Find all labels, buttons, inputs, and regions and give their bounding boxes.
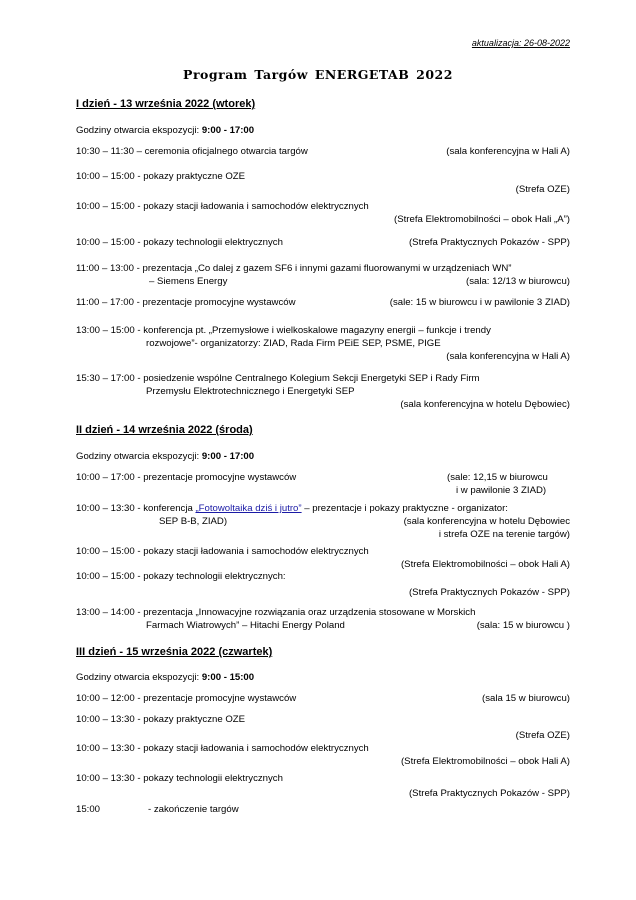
event-item [76,692,570,705]
event-text: 10:00 – 13:30 - pokazy praktyczne OZE [76,714,246,725]
hours-label: Godziny otwarcia ekspozycji: [76,672,200,683]
event-place: (Strefa Elektromobilności – obok Hali A) [400,559,570,570]
conference-link[interactable]: „Fotowoltaika dziś i jutro” [195,503,302,514]
event-text: 13:00 – 14:00 - prezentacja „Innowacyjne rozwiązania oraz urządzenia stosowane w Morskich [76,607,476,618]
day-1-hours [76,124,570,137]
update-date: aktualizacja: 26-08-2022 [471,38,570,48]
event-place: (sala: 12/13 w biurowcu) [466,276,570,287]
event-text: 10:00 – 13:30 - pokazy stacji ładowania i samochodów elektrycznych [76,743,369,754]
event-text-part: 10:00 – 13:30 - konferencja [76,503,196,514]
hours-value: 9:00 - 17:00 [201,451,255,462]
hours-label: Godziny otwarcia ekspozycji: [76,125,200,136]
event-text [76,502,570,515]
event-place: (sala konferencyjna w Hali A) [446,351,570,362]
event-item [76,372,570,411]
event-item [76,713,570,742]
event-text: 13:00 – 15:00 - konferencja pt. „Przemysłowe i wielkoskalowe magazyny energii – funkcje i trendy [76,325,491,336]
event-text-cont: Przemysłu Elektrotechnicznego i Energetyki SEP [146,386,355,397]
event-place: (Strefa Elektromobilności – obok Hali „A”) [394,214,570,225]
event-place-line: i w pawilonie 3 ZIAD) [456,485,547,496]
event-item [76,502,570,540]
event-text-part: – prezentacje i pokazy praktyczne - organizator: [301,503,508,514]
event-place-line: (sale: 12,15 w biurowcu [447,472,548,483]
event-text-cont: rozwojowe”- organizatorzy: ZIAD, Rada Firm PEiE SEP, PSME, PIGE [146,338,441,349]
event-place: (Strefa OZE) [515,730,570,741]
event-place: (sala konferencyjna w hotelu Dębowiec) [400,399,570,410]
event-text: 10:00 – 15:00 - pokazy technologii elektrycznych: [76,571,286,582]
event-text: - zakończenie targów [148,804,239,815]
event-text: 10:00 – 15:00 - pokazy stacji ładowania i samochodów elektrycznych [76,546,369,557]
event-item [76,570,570,599]
day-2-hours [76,450,570,463]
event-place: (sala konferencyjna w Hali A) [446,146,570,157]
event-place-line: i strefa OZE na terenie targów) [438,529,570,540]
event-text: 11:00 – 17:00 - prezentacje promocyjne wystawców [76,297,296,308]
event-item [76,803,570,816]
event-item [76,262,570,288]
event-item [76,324,570,363]
hours-label: Godziny otwarcia ekspozycji: [76,451,200,462]
event-place: (Strefa Praktycznych Pokazów - SPP) [408,587,570,598]
event-text: 10:30 – 11:30 – ceremonia oficjalnego otwarcia targów [76,146,308,157]
day-1-heading: I dzień - 13 września 2022 (wtorek) [76,98,256,110]
event-place: (sala: 15 w biurowcu ) [476,620,570,631]
event-text-cont: Farmach Wiatrowych” – Hitachi Energy Poland [146,620,345,631]
event-place [404,515,570,541]
event-text: 10:00 – 15:00 - pokazy praktyczne OZE [76,171,246,182]
event-place: (sale: 15 w biurowcu i w pawilonie 3 ZIAD) [389,297,570,308]
event-place [447,471,570,497]
event-text: 15:30 – 17:00 - posiedzenie wspólne Centralnego Kolegium Sekcji Energetyki SEP i Rady Firm [76,373,480,384]
event-text: 10:00 – 13:30 - pokazy technologii elektrycznych [76,773,283,784]
event-place-line: (sala konferencyjna w hotelu Dębowiec [403,516,570,527]
event-item [76,296,570,309]
day-3-heading: III dzień - 15 września 2022 (czwartek) [76,646,273,658]
event-item [76,145,570,158]
event-time: 15:00 [76,804,101,815]
event-text-cont: SEP B-B, ZIAD) [159,516,228,527]
event-text: 10:00 – 15:00 - pokazy stacji ładowania i samochodów elektrycznych [76,201,369,212]
event-place: (Strefa Praktycznych Pokazów - SPP) [408,237,570,248]
event-place: (Strefa Praktycznych Pokazów - SPP) [408,788,570,799]
event-item [76,742,570,768]
event-item [76,471,570,496]
hours-value: 9:00 - 15:00 [201,672,255,683]
event-item [76,606,570,632]
event-item [76,772,570,800]
hours-value: 9:00 - 17:00 [201,125,255,136]
day-3-hours [76,671,570,684]
event-item [76,200,570,226]
event-place: (sala 15 w biurowcu) [482,693,570,704]
event-text: 11:00 – 13:00 - prezentacja „Co dalej z gazem SF6 i innymi gazami fluorowanymi w urządzeniach WN” [76,263,512,274]
day-2-heading: II dzień - 14 września 2022 (środa) [76,424,253,436]
event-text: 10:00 – 12:00 - prezentacje promocyjne wystawców [76,693,297,704]
event-text: 10:00 – 17:00 - prezentacje promocyjne wystawców [76,472,297,483]
event-text-cont: – Siemens Energy [149,276,228,287]
event-item [76,545,570,571]
event-place: (Strefa Elektromobilności – obok Hali A) [400,756,570,767]
event-text: 10:00 – 15:00 - pokazy technologii elektrycznych [76,237,283,248]
event-item [76,170,570,196]
page-title: Program Targów ENERGETAB 2022 [183,67,453,82]
event-place: (Strefa OZE) [515,184,570,195]
event-item [76,236,570,249]
